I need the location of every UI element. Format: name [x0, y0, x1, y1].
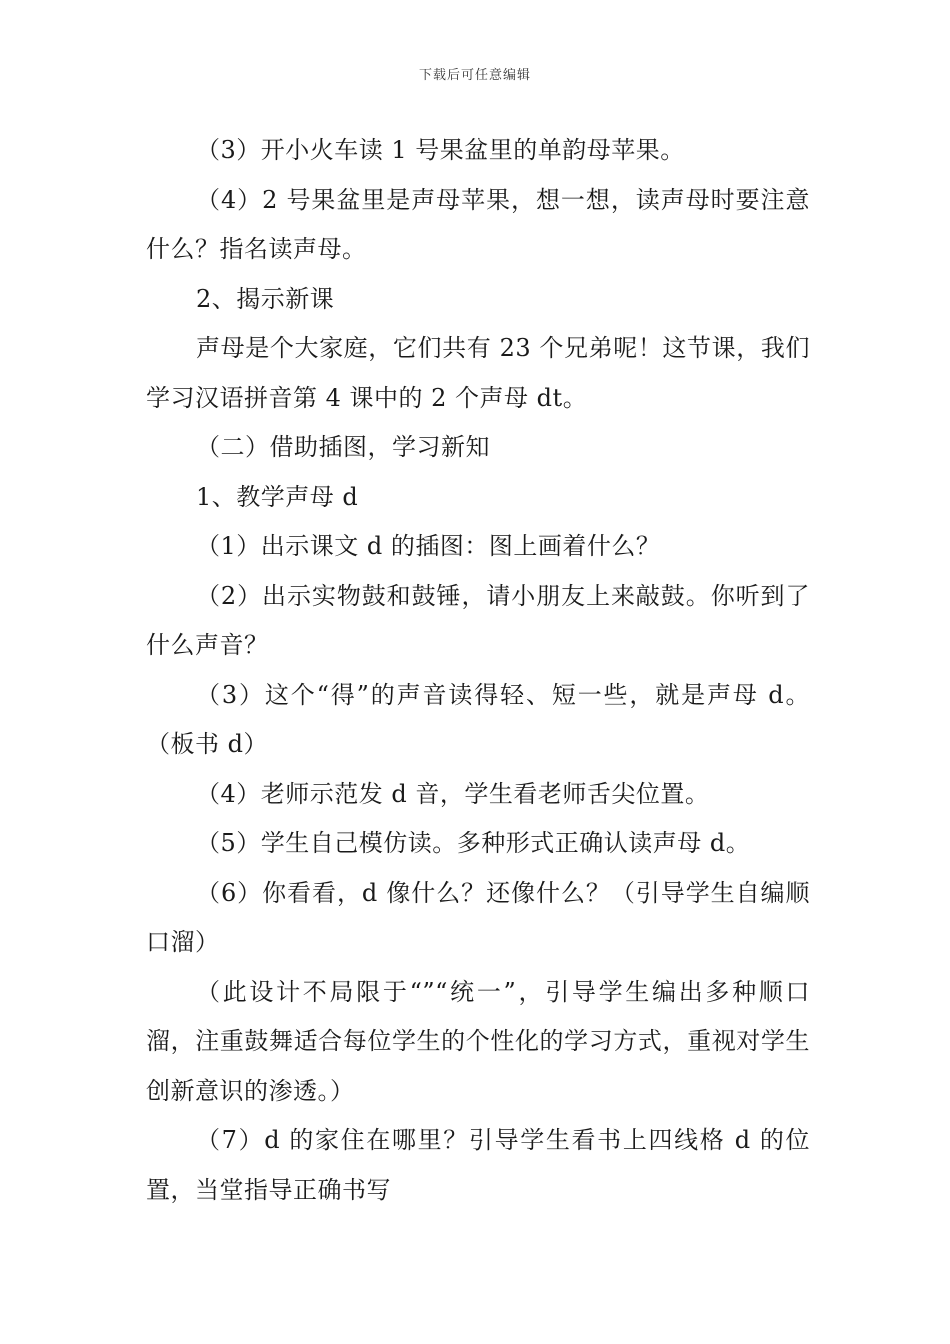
- section-heading: （二）借助插图，学习新知: [196, 433, 490, 461]
- paragraph: （2）出示实物鼓和鼓锤，请小朋友上来敲鼓。你听到了什么声音？: [146, 581, 810, 659]
- paragraph: 声母是个大家庭，它们共有 23 个兄弟呢！这节课，我们学习汉语拼音第 4 课中的 2 个声母 dt。: [146, 334, 810, 412]
- paragraph: （7）d 的家住在哪里？引导学生看书上四线格 d 的位置，当堂指导正确书写: [146, 1126, 810, 1204]
- document-body: [146, 126, 810, 1215]
- paragraph: （3）开小火车读 1 号果盆里的单韵母苹果。: [196, 136, 685, 164]
- section-heading: 1、教学声母 d: [196, 482, 359, 511]
- paragraph: （4）老师示范发 d 音，学生看老师舌尖位置。: [196, 779, 710, 808]
- paragraph: （3）这个“得”的声音读得轻、短一些，就是声母 d。（板书 d）: [146, 680, 810, 758]
- paragraph: （6）你看看，d 像什么？还像什么？（引导学生自编顺口溜）: [146, 878, 810, 956]
- paragraph: （5）学生自己模仿读。多种形式正确认读声母 d。: [196, 829, 751, 857]
- page-header: 下载后可任意编辑: [418, 68, 531, 83]
- paragraph: （此设计不局限于“”“统一”，引导学生编出多种顺口溜，注重鼓舞适合每位学生的个性化的学习方式，重视对学生创新意识的渗透。）: [146, 977, 810, 1105]
- paragraph: （1）出示课文 d 的插图：图上画着什么？: [196, 532, 661, 560]
- paragraph: （4）2 号果盆里是声母苹果，想一想，读声母时要注意什么？指名读声母。: [146, 185, 810, 263]
- section-heading: 2、揭示新课: [196, 284, 335, 313]
